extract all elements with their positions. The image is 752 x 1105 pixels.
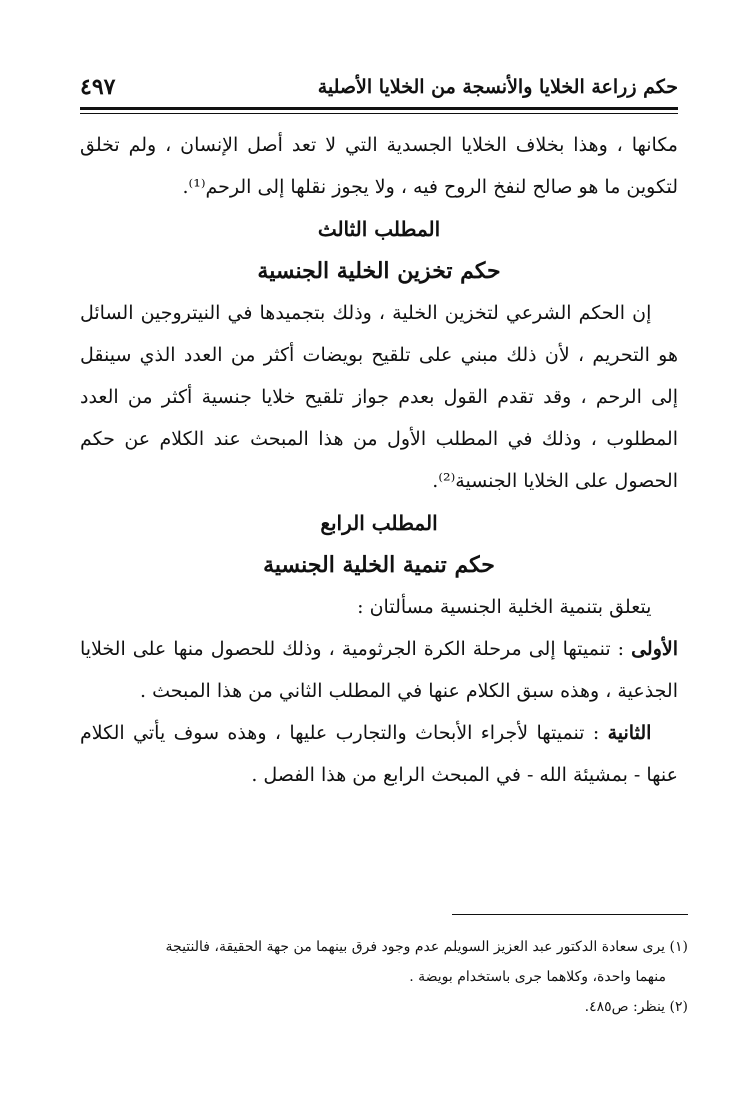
page-header — [80, 70, 678, 104]
running-title: حكم زراعة الخلايا والأنسجة من الخلايا الأصلية — [317, 76, 678, 98]
main-text — [80, 124, 678, 796]
footnotes — [72, 932, 688, 1022]
second-issue-text: : تنميتها لأجراء الأبحاث والتجارب عليها ، وهذه سوف يأتي الكلام عنها - بمشيئة الله - في المبحث الرابع من هذا الفصل . — [80, 722, 678, 786]
page-number: ٤٩٧ — [80, 74, 116, 100]
paragraph-second-issue — [80, 712, 678, 796]
header-rule-thick — [80, 107, 678, 110]
footnote-1-line-2: منهما واحدة، وكلاهما جرى باستخدام بويضة . — [409, 969, 666, 985]
paragraph-storage-ruling: إن الحكم الشرعي لتخزين الخلية ، وذلك بتجميدها في النيتروجين السائل هو التحريم ، لأن ذلك مبني على تلقيح بويضات أكثر من العدد الذي سينقل إلى الرحم ، وقد تقدم القول بعدم جواز تلقيح خلايا جنسية أكثر من العدد المطلوب ، وذلك في المطلب الأول من هذا المبحث عند الكلام عن حكم الحصول على الخلايا الجنسية⁽²⁾. — [80, 302, 678, 492]
paragraph-continued: مكانها ، وهذا بخلاف الخلايا الجسدية التي لا تعد أصل الإنسان ، ولم تخلق لتكوين ما هو صالح لنفخ الروح فيه ، ولا يجوز نقلها إلى الرحم⁽¹⁾. — [80, 134, 678, 198]
second-issue-term: الثانية — [607, 722, 652, 744]
footnote-1-line-1: (١) يرى سعادة الدكتور عبد العزيز السويلم عدم وجود فرق بينهما من جهة الحقيقة، فالنتيجة — [165, 939, 688, 955]
section-heading-third: المطلب الثالث — [317, 217, 441, 241]
paragraph-first-issue — [80, 628, 678, 712]
header-rule-thin — [80, 113, 678, 114]
footnote-separator — [452, 914, 688, 915]
first-issue-text: : تنميتها إلى مرحلة الكرة الجرثومية ، وذلك للحصول منها على الخلايا الجذعية ، وهذه سبق الكلام عنها في المطلب الثاني من هذا المبحث . — [80, 638, 678, 702]
first-issue-term: الأولى — [631, 638, 678, 660]
paragraph-two-issues: يتعلق بتنمية الخلية الجنسية مسألتان : — [357, 596, 652, 618]
footnote-2: (٢) ينظر: ص٤٨٥. — [584, 999, 688, 1015]
section-title-storage: حكم تخزين الخلية الجنسية — [257, 258, 501, 284]
section-heading-fourth: المطلب الرابع — [320, 511, 438, 535]
section-title-development: حكم تنمية الخلية الجنسية — [263, 552, 495, 578]
